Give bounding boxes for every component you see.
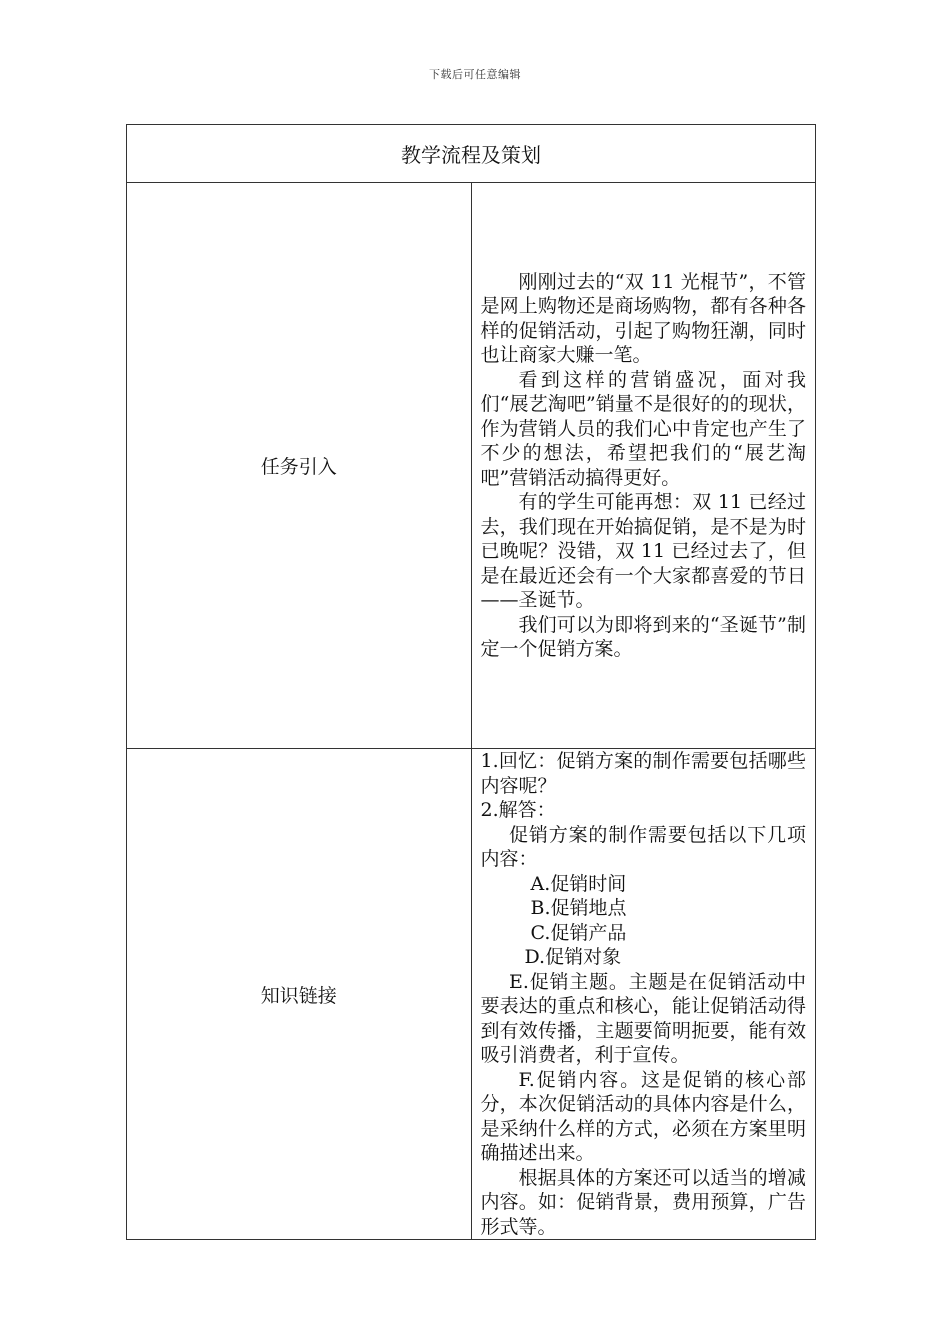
knowledge-item: D.促销对象	[524, 946, 622, 968]
task-intro-label: 任务引入	[127, 183, 472, 749]
task-intro-row	[127, 183, 816, 749]
knowledge-answer-intro: 促销方案的制作需要包括以下几项内容：	[480, 823, 806, 870]
knowledge-link-row	[127, 749, 816, 1240]
task-intro-paragraph: 有的学生可能再想：双 11 已经过去，我们现在开始搞促销，是不是为时已晚呢？没错，双 11 已经过去了，但是在最近还会有一个大家都喜爱的节日——圣诞节。	[480, 491, 806, 611]
knowledge-question: 1.回忆：促销方案的制作需要包括哪些内容呢？	[480, 750, 806, 797]
knowledge-item: F.促销内容。这是促销的核心部分，本次促销活动的具体内容是什么，是采纳什么样的方式，必须在方案里明确描述出来。	[480, 1068, 806, 1164]
knowledge-link-label: 知识链接	[127, 749, 472, 1240]
title-row	[127, 125, 816, 183]
knowledge-closing: 根据具体的方案还可以适当的增减内容。如：促销背景，费用预算，广告形式等。	[480, 1166, 806, 1238]
knowledge-item: E.促销主题。主题是在促销活动中要表达的重点和核心，能让促销活动得到有效传播，主题要简明扼要，能有效吸引消费者，利于宣传。	[480, 970, 806, 1066]
teaching-plan-table	[126, 124, 816, 1240]
task-intro-content	[471, 183, 816, 749]
knowledge-item: A.促销时间	[530, 872, 627, 895]
knowledge-link-content	[471, 749, 816, 1240]
task-intro-paragraph: 看到这样的营销盛况，面对我们“展艺淘吧”销量不是很好的的现状，作为营销人员的我们心中肯定也产生了不少的想法，希望把我们的“展艺淘吧”营销活动搞得更好。	[480, 368, 806, 489]
knowledge-item: B.促销地点	[530, 897, 627, 919]
knowledge-answer-heading: 2.解答：	[480, 799, 556, 821]
task-intro-paragraph: 刚刚过去的“双 11 光棍节”，不管是网上购物还是商场购物，都有各种各样的促销活动，引起了购物狂潮，同时也让商家大赚一笔。	[480, 270, 806, 366]
knowledge-item: C.促销产品	[530, 921, 627, 944]
task-intro-paragraph: 我们可以为即将到来的“圣诞节”制定一个促销方案。	[480, 613, 806, 660]
header-note: 下载后可任意编辑	[429, 68, 521, 81]
table-title: 教学流程及策划	[127, 125, 816, 183]
